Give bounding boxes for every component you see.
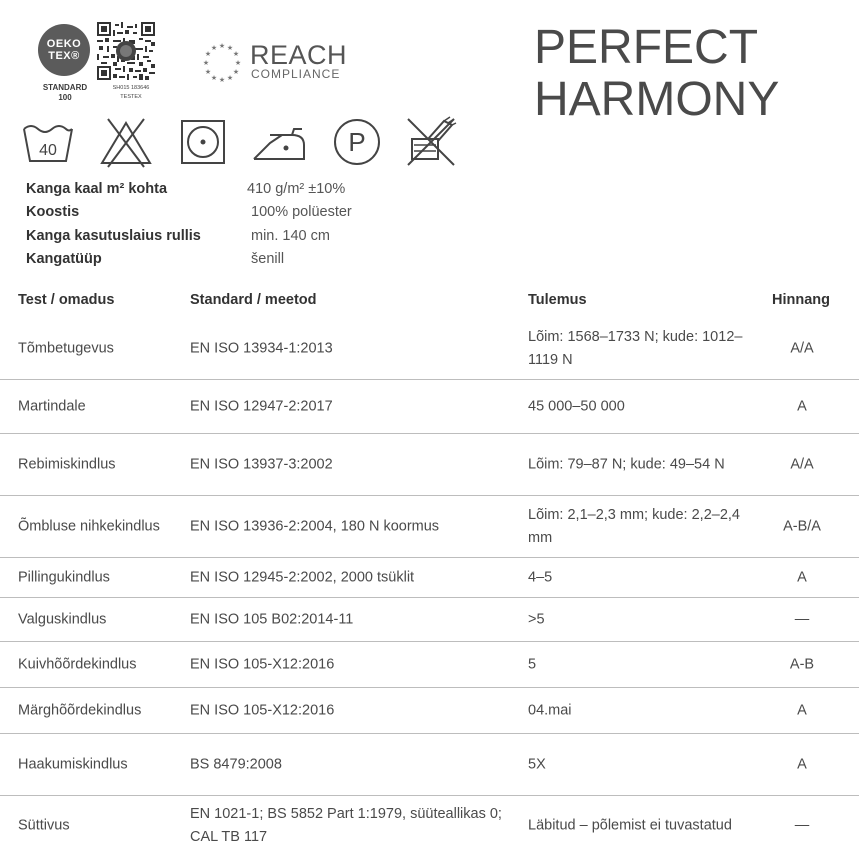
cell-test: Rebimiskindlus xyxy=(18,456,116,472)
cell-rating: A xyxy=(797,569,807,585)
product-title xyxy=(534,22,779,126)
cell-rating: A-B/A xyxy=(783,518,821,534)
cell-result: 5X xyxy=(528,756,546,772)
svg-text:★: ★ xyxy=(226,74,234,82)
table-row xyxy=(0,434,859,496)
oeko-standard-label xyxy=(34,83,96,103)
cell-standard: EN ISO 12945-2:2002, 2000 tsüklit xyxy=(190,569,415,585)
spec-value: 100% polüester xyxy=(251,204,352,221)
table-row xyxy=(0,318,859,380)
svg-text:★: ★ xyxy=(218,76,226,84)
iron-low-icon xyxy=(248,115,310,169)
spec-row xyxy=(26,204,446,227)
svg-text:★: ★ xyxy=(218,42,226,50)
oeko-tex-badge xyxy=(38,24,90,76)
svg-text:★: ★ xyxy=(210,74,218,82)
product-title-line1: PERFECT xyxy=(534,21,759,74)
test-results-table xyxy=(0,284,859,856)
svg-text:★: ★ xyxy=(226,44,234,52)
cell-result: 45 000–50 000 xyxy=(528,398,625,414)
cell-test: Valguskindlus xyxy=(18,611,107,627)
oeko-badge-line2: TEX® xyxy=(48,50,80,62)
cell-test: Kuivhõõrdekindlus xyxy=(18,656,137,672)
table-row xyxy=(0,380,859,434)
cell-rating: A xyxy=(797,756,807,772)
oeko-code-line1: SH015 183646 xyxy=(112,85,150,91)
oeko-standard-line1: STANDARD xyxy=(42,83,88,92)
cell-rating: A xyxy=(797,398,807,414)
care-symbols xyxy=(20,115,470,169)
oeko-certificate-code xyxy=(100,84,162,102)
header-test: Test / omadus xyxy=(18,292,115,308)
spec-value: 410 g/m² ±10% xyxy=(247,181,346,197)
cell-result: 4–5 xyxy=(528,569,553,585)
spec-value: šenill xyxy=(251,250,285,267)
table-row xyxy=(0,642,859,688)
svg-text:★: ★ xyxy=(202,59,210,67)
svg-text:★: ★ xyxy=(204,50,212,58)
cell-test: Süttivus xyxy=(18,817,70,834)
product-title-line2: HARMONY xyxy=(534,73,780,126)
cell-result: Läbitud – põlemist ei tuvastatud xyxy=(528,817,732,834)
oeko-badge-line1: OEKO xyxy=(46,38,82,50)
header-result: Tulemus xyxy=(528,292,587,308)
svg-text:★: ★ xyxy=(210,44,218,52)
cell-test: Tõmbetugevus xyxy=(18,340,114,356)
cell-result: Lõim: 79–87 N; kude: 49–54 N xyxy=(528,456,725,472)
cell-test: Õmbluse nihkekindlus xyxy=(18,518,160,534)
spec-row xyxy=(26,251,446,274)
fabric-specs xyxy=(26,181,446,274)
cell-standard: EN ISO 13937-3:2002 xyxy=(190,456,333,472)
oeko-standard-line2: 100 xyxy=(58,93,72,102)
cell-test: Martindale xyxy=(18,398,86,414)
cell-result: 5 xyxy=(528,656,537,672)
reach-title: REACH xyxy=(250,40,348,70)
spec-value: min. 140 cm xyxy=(251,227,330,244)
cell-standard: EN ISO 13936-2:2004, 180 N koormus xyxy=(190,518,440,534)
cell-rating: — xyxy=(794,817,810,834)
qr-code-icon xyxy=(97,22,155,80)
header-rating: Hinnang xyxy=(772,292,830,308)
spec-row xyxy=(26,181,446,204)
table-row xyxy=(0,496,859,558)
cell-rating: — xyxy=(794,611,810,627)
spec-label: Kanga kasutuslaius rullis xyxy=(26,227,201,244)
cell-standard: BS 8479:2008 xyxy=(190,756,282,772)
dry-clean-p-icon xyxy=(330,115,384,169)
wash-temperature-label: 40 xyxy=(39,142,57,159)
cell-result: 04.mai xyxy=(528,702,572,718)
wash-40-icon xyxy=(20,115,76,169)
table-row xyxy=(0,734,859,796)
oeko-tex-logo xyxy=(24,20,164,104)
svg-text:★: ★ xyxy=(232,68,240,76)
cell-standard: EN ISO 105-X12:2016 xyxy=(190,702,335,718)
cell-rating: A-B xyxy=(789,656,815,672)
table-row xyxy=(0,688,859,734)
table-row xyxy=(0,796,859,856)
spec-label: Kanga kaal m² kohta xyxy=(26,181,168,197)
cell-test: Märghõõrdekindlus xyxy=(18,702,142,718)
cell-rating: A/A xyxy=(790,340,814,356)
reach-compliance-logo xyxy=(200,40,360,84)
spec-label: Koostis xyxy=(26,204,80,221)
cell-result: >5 xyxy=(528,611,545,627)
cell-rating: A xyxy=(797,702,807,718)
cell-result: Lõim: 1568–1733 N; kude: 1012–1119 N xyxy=(528,328,743,368)
svg-text:★: ★ xyxy=(232,50,240,58)
table-row xyxy=(0,558,859,598)
spec-row xyxy=(26,228,446,251)
no-brush-icon xyxy=(404,115,460,169)
no-bleach-icon xyxy=(98,115,154,169)
cell-test: Pillingukindlus xyxy=(18,569,110,585)
eu-stars-icon xyxy=(200,40,244,84)
header-standard: Standard / meetod xyxy=(190,292,317,308)
cell-standard: EN ISO 105-X12:2016 xyxy=(190,656,335,672)
table-header xyxy=(0,284,859,318)
cell-standard: EN 1021-1; BS 5852 Part 1:1979, süüteallikas 0; CAL TB 117 xyxy=(190,806,502,845)
spec-label: Kangatüüp xyxy=(26,250,102,267)
table-row xyxy=(0,598,859,642)
cell-standard: EN ISO 13934-1:2013 xyxy=(190,340,333,356)
reach-subtitle: COMPLIANCE xyxy=(251,67,341,81)
oeko-code-line2: TESTEX xyxy=(120,94,142,100)
svg-text:★: ★ xyxy=(204,68,212,76)
tumble-dry-icon xyxy=(178,115,228,169)
cell-test: Haakumiskindlus xyxy=(18,756,128,772)
dry-clean-letter: P xyxy=(348,127,366,157)
cell-standard: EN ISO 105 B02:2014-11 xyxy=(190,611,354,627)
cell-result: Lõim: 2,1–2,3 mm; kude: 2,2–2,4 mm xyxy=(528,506,740,546)
cell-standard: EN ISO 12947-2:2017 xyxy=(190,398,333,414)
svg-text:★: ★ xyxy=(234,59,242,67)
cell-rating: A/A xyxy=(790,456,814,472)
